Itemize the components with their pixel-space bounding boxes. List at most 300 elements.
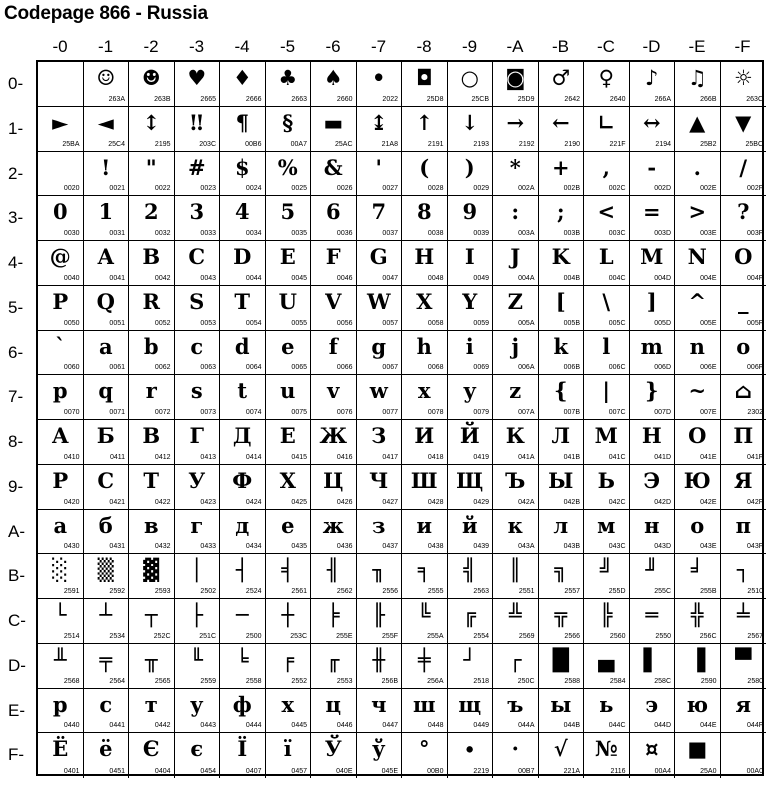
char-glyph: Ю: [683, 467, 711, 493]
row-header: 9-: [8, 476, 24, 496]
char-cell: [220, 420, 266, 465]
char-cell: [84, 554, 130, 599]
char-glyph: ┘: [463, 646, 477, 672]
char-cell: [129, 62, 175, 107]
row-header: 1-: [8, 118, 24, 138]
char-glyph: Ъ: [505, 467, 526, 493]
row-header: B-: [8, 566, 25, 586]
char-cell: [175, 286, 221, 331]
char-glyph: V: [325, 288, 342, 314]
char-glyph: M: [640, 244, 664, 269]
char-cell: [38, 599, 84, 644]
char-code: 0039: [473, 230, 489, 237]
char-code: 250C: [517, 677, 535, 685]
char-code: 21A8: [381, 140, 398, 148]
char-glyph: ♀: [598, 65, 614, 90]
char-cell: [402, 689, 448, 734]
char-glyph: r: [145, 378, 157, 404]
row-header: 4-: [8, 253, 24, 272]
char-code: 0445: [291, 722, 307, 730]
char-glyph: А: [51, 423, 69, 448]
char-glyph: ╨: [53, 646, 67, 672]
char-glyph: G: [369, 244, 388, 269]
char-code: 044C: [608, 722, 626, 730]
char-glyph: ▀: [735, 646, 752, 672]
char-glyph: ┴: [99, 602, 113, 627]
char-glyph: ♥: [187, 65, 207, 90]
char-code: 0061: [109, 364, 125, 372]
char-cell: [38, 644, 84, 689]
char-code: 043A: [518, 543, 535, 551]
char-cell: [38, 241, 84, 286]
char-code: 0060: [63, 364, 80, 372]
char-code: 0429: [473, 498, 489, 506]
char-cell: [584, 331, 630, 376]
char-cell: [84, 510, 130, 555]
char-code: 2551: [518, 588, 535, 595]
char-code: 25C4: [108, 140, 125, 148]
char-code: 0059: [473, 319, 489, 327]
char-glyph: ╬: [690, 602, 704, 627]
char-cell: [129, 152, 175, 197]
char-cell: [493, 733, 539, 778]
char-code: 0443: [200, 722, 216, 730]
char-code: 2565: [154, 677, 171, 685]
char-code: 0064: [245, 364, 262, 372]
char-cell: [129, 375, 175, 420]
char-glyph: u: [280, 378, 296, 404]
char-cell: [675, 689, 721, 734]
char-code: 005B: [563, 319, 580, 327]
char-code: 0407: [245, 768, 262, 775]
char-glyph: б: [98, 512, 113, 538]
char-cell: [175, 689, 221, 734]
char-glyph: C: [188, 244, 206, 269]
char-glyph: &: [323, 154, 343, 180]
char-glyph: -: [647, 154, 657, 180]
char-cell: [675, 644, 721, 689]
char-code: 2552: [291, 677, 307, 685]
column-header: -7: [370, 37, 387, 56]
char-code: 2569: [518, 632, 535, 640]
char-cell: [175, 465, 221, 510]
char-glyph: 8: [416, 199, 432, 225]
char-code: 2555: [427, 588, 444, 595]
char-code: 007D: [654, 409, 671, 416]
char-cell: [493, 465, 539, 510]
char-cell: [584, 465, 630, 510]
char-glyph: ◘: [415, 65, 433, 90]
char-cell: [175, 331, 221, 376]
char-cell: [630, 420, 676, 465]
char-glyph: ¶: [235, 109, 249, 135]
char-code: 040E: [336, 768, 353, 775]
char-cell: [266, 465, 312, 510]
char-glyph: ╧: [736, 602, 750, 627]
char-cell: [721, 331, 767, 376]
char-cell: [266, 689, 312, 734]
char-code: 005D: [654, 319, 671, 327]
char-cell: [38, 510, 84, 555]
char-glyph: я: [735, 691, 751, 717]
char-code: 0421: [109, 498, 125, 506]
char-glyph: ╦: [554, 602, 568, 627]
char-code: 0035: [291, 230, 307, 237]
char-code: 002F: [747, 185, 763, 193]
char-code: 255D: [608, 588, 626, 595]
char-code: 0447: [382, 722, 398, 730]
char-code: 042A: [518, 498, 535, 506]
char-code: 0022: [154, 185, 171, 193]
char-glyph: Ф: [232, 467, 253, 493]
char-glyph: 0: [52, 199, 68, 225]
column-header: -2: [143, 37, 159, 56]
char-code: 003E: [700, 230, 717, 237]
char-cell: [38, 286, 84, 331]
char-code: 0440: [63, 722, 80, 730]
char-cell: [539, 62, 585, 107]
char-cell: [129, 644, 175, 689]
char-cell: [448, 375, 494, 420]
char-code: 2524: [245, 588, 262, 595]
char-cell: [675, 465, 721, 510]
char-cell: [721, 510, 767, 555]
char-code: 2557: [564, 588, 580, 595]
char-glyph: Q: [96, 288, 115, 314]
char-cell: [539, 599, 585, 644]
row-header: 7-: [8, 387, 24, 407]
char-cell: [493, 152, 539, 197]
char-code: 007E: [700, 409, 717, 416]
char-code: 003A: [518, 230, 535, 237]
char-glyph: е: [281, 512, 295, 538]
char-cell: [448, 554, 494, 599]
char-code: 0067: [382, 364, 398, 372]
char-glyph: т: [144, 691, 158, 717]
char-glyph: ░: [52, 557, 69, 583]
char-glyph: Y: [462, 288, 478, 314]
char-glyph: 5: [280, 199, 296, 225]
char-glyph: ■: [687, 736, 708, 762]
char-glyph: ы: [550, 691, 572, 717]
char-code: 043C: [608, 543, 626, 551]
char-cell: [357, 599, 403, 644]
char-code: 0412: [154, 453, 171, 461]
char-cell: [220, 286, 266, 331]
char-cell: [220, 331, 266, 376]
char-cell: [129, 420, 175, 465]
char-glyph: Р: [52, 467, 69, 493]
char-code: 043D: [654, 543, 671, 551]
char-glyph: ☺: [96, 65, 116, 90]
char-code: 041F: [747, 453, 763, 461]
char-cell: [357, 733, 403, 778]
char-glyph: П: [733, 423, 754, 448]
char-cell: [493, 554, 539, 599]
char-code: 041B: [563, 453, 580, 461]
char-code: 0076: [336, 409, 353, 416]
char-cell: [539, 644, 585, 689]
char-code: 25B2: [700, 140, 717, 148]
char-cell: [38, 554, 84, 599]
char-code: 255E: [336, 632, 353, 640]
char-glyph: 2: [143, 199, 159, 225]
char-glyph: ↔: [642, 109, 661, 135]
char-code: 0074: [245, 409, 262, 416]
char-code: 0435: [291, 543, 307, 551]
char-glyph: h: [416, 333, 432, 359]
char-code: 263C: [746, 95, 763, 103]
char-glyph: ♂: [551, 65, 571, 90]
char-cell: [448, 152, 494, 197]
char-glyph: ▌: [643, 646, 660, 672]
char-cell: [38, 420, 84, 465]
char-glyph: Г: [189, 423, 204, 448]
char-glyph: ♣: [278, 65, 298, 90]
char-code: 0033: [200, 230, 216, 237]
char-glyph: n: [689, 333, 705, 359]
char-code: 2591: [63, 588, 80, 595]
char-glyph: ╘: [235, 646, 249, 672]
char-code: 0401: [63, 768, 80, 775]
char-glyph: ?: [737, 199, 750, 225]
char-cell: [493, 107, 539, 152]
char-glyph: ▐: [689, 646, 706, 672]
char-cell: [402, 286, 448, 331]
char-glyph: K: [551, 244, 570, 269]
char-glyph: 6: [325, 199, 341, 225]
char-cell: [129, 465, 175, 510]
char-cell: [129, 331, 175, 376]
char-cell: [220, 733, 266, 778]
char-cell: [539, 420, 585, 465]
char-glyph: l: [602, 333, 611, 359]
char-glyph: ╛: [690, 557, 704, 583]
char-cell: [311, 420, 357, 465]
char-cell: [630, 286, 676, 331]
char-glyph: v: [327, 378, 340, 404]
char-cell: [84, 733, 130, 778]
char-glyph: н: [644, 512, 660, 538]
char-cell: [311, 599, 357, 644]
char-cell: [721, 107, 767, 152]
char-glyph: █: [552, 646, 569, 672]
char-code: 0065: [291, 364, 307, 372]
char-code: 043E: [700, 543, 717, 551]
char-cell: [266, 107, 312, 152]
char-cell: [311, 465, 357, 510]
char-glyph: ╜: [645, 557, 659, 583]
char-code: 007C: [608, 409, 626, 416]
char-cell: [448, 420, 494, 465]
char-cell: [448, 107, 494, 152]
row-header: C-: [8, 611, 26, 630]
char-cell: [220, 196, 266, 241]
char-code: 25D8: [426, 95, 444, 103]
char-cell: [402, 62, 448, 107]
char-glyph: E: [279, 244, 296, 269]
char-code: 25CB: [471, 95, 489, 103]
char-glyph: §: [282, 109, 294, 135]
char-cell: [584, 644, 630, 689]
char-code: 006E: [700, 364, 717, 372]
char-cell: [84, 107, 130, 152]
char-cell: [721, 420, 767, 465]
char-cell: [311, 241, 357, 286]
char-code: 0078: [427, 409, 444, 416]
char-code: 005E: [700, 319, 717, 327]
char-glyph: ╕: [417, 557, 431, 583]
char-code: 0056: [336, 319, 353, 327]
char-cell: [675, 331, 721, 376]
char-glyph: {: [553, 378, 568, 404]
char-code: 2665: [200, 95, 216, 103]
char-code: 2194: [655, 140, 671, 148]
char-code: 0444: [245, 722, 262, 730]
char-cell: [220, 554, 266, 599]
char-glyph: ◙: [505, 65, 526, 90]
char-cell: [357, 689, 403, 734]
char-cell: [721, 375, 767, 420]
column-header: -0: [52, 37, 68, 56]
char-glyph: ╓: [326, 646, 340, 672]
char-cell: [675, 62, 721, 107]
char-code: 2564: [109, 677, 125, 685]
char-code: 0051: [109, 319, 125, 327]
char-glyph: Л: [551, 423, 571, 448]
char-cell: [721, 196, 767, 241]
char-cell: [84, 420, 130, 465]
row-header: D-: [8, 655, 26, 675]
char-cell: [630, 644, 676, 689]
char-cell: [357, 152, 403, 197]
char-code: 2193: [473, 140, 489, 148]
char-code: 256A: [427, 677, 444, 685]
char-code: 0410: [63, 453, 80, 461]
char-code: 2219: [473, 768, 489, 775]
char-glyph: ∙: [464, 736, 476, 762]
char-glyph: Д: [232, 423, 252, 448]
char-code: 045E: [381, 768, 398, 775]
char-cell: [84, 644, 130, 689]
char-code: 042B: [563, 498, 580, 506]
char-cell: [84, 599, 130, 644]
row-header: 8-: [8, 432, 24, 451]
char-glyph: #: [187, 154, 206, 180]
char-cell: [539, 733, 585, 778]
char-code: 0420: [63, 498, 80, 506]
char-code: 003D: [654, 230, 671, 237]
char-code: 0415: [291, 453, 307, 461]
char-code: 002D: [654, 185, 671, 193]
char-code: 043F: [747, 543, 763, 551]
char-cell: [630, 241, 676, 286]
char-code: 0413: [200, 453, 216, 461]
char-code: 0031: [109, 230, 125, 237]
column-header: -6: [325, 37, 341, 56]
char-cell: [493, 644, 539, 689]
char-glyph: к: [507, 512, 523, 538]
char-glyph: ▓: [143, 557, 160, 583]
char-glyph: ↑: [415, 109, 434, 135]
char-glyph: =: [642, 199, 661, 225]
char-glyph: ┬: [144, 602, 158, 627]
char-code: 0069: [473, 364, 489, 372]
char-code: 043B: [563, 543, 580, 551]
char-cell: [220, 107, 266, 152]
char-code: 006B: [563, 364, 580, 372]
char-glyph: ┤: [235, 557, 249, 583]
char-glyph: o: [736, 333, 751, 359]
char-glyph: ╡: [281, 557, 295, 583]
char-cell: [84, 241, 130, 286]
char-code: 0042: [154, 274, 171, 282]
char-code: 0448: [427, 722, 444, 730]
char-cell: [220, 465, 266, 510]
char-code: 044A: [518, 722, 535, 730]
char-glyph: <: [597, 199, 616, 225]
char-glyph: э: [645, 691, 659, 717]
column-header: -F: [734, 37, 751, 56]
char-code: 0449: [473, 722, 489, 730]
char-code: 0044: [245, 274, 262, 282]
char-glyph: ╚: [417, 602, 431, 627]
char-code: 0441: [109, 722, 125, 730]
char-glyph: ': [375, 154, 382, 180]
char-cell: [493, 331, 539, 376]
column-header: -4: [234, 37, 250, 56]
char-cell: [175, 733, 221, 778]
char-cell: [175, 152, 221, 197]
char-code: 0073: [200, 409, 216, 416]
char-glyph: m: [640, 333, 663, 359]
char-glyph: @: [49, 244, 71, 269]
row-header: 0-: [8, 74, 24, 93]
char-cell: [220, 510, 266, 555]
char-cell: [721, 554, 767, 599]
char-glyph: →: [506, 109, 525, 135]
char-cell: [584, 554, 630, 599]
char-glyph: _: [738, 288, 749, 314]
char-code: 0034: [245, 230, 262, 237]
char-cell: [220, 375, 266, 420]
char-cell: [311, 510, 357, 555]
char-code: 005F: [747, 319, 763, 327]
char-glyph: T: [234, 288, 251, 314]
char-glyph: N: [687, 244, 707, 269]
char-code: 041D: [654, 453, 671, 461]
char-glyph: (: [419, 154, 430, 180]
char-glyph: Є: [142, 736, 160, 762]
char-cell: [721, 465, 767, 510]
char-cell: [311, 62, 357, 107]
char-glyph: Я: [733, 467, 753, 493]
char-code: 256C: [699, 632, 717, 640]
char-glyph: y: [463, 378, 476, 404]
char-code: 003C: [608, 230, 626, 237]
char-cell: [84, 375, 130, 420]
char-cell: [721, 62, 767, 107]
char-code: 0047: [382, 274, 398, 282]
char-glyph: ╩: [508, 602, 522, 627]
char-cell: [402, 733, 448, 778]
char-code: 2554: [473, 632, 489, 640]
char-cell: [402, 107, 448, 152]
char-glyph: ·: [511, 736, 519, 762]
char-glyph: .: [693, 154, 701, 180]
char-code: 006F: [747, 364, 763, 372]
char-cell: [129, 689, 175, 734]
